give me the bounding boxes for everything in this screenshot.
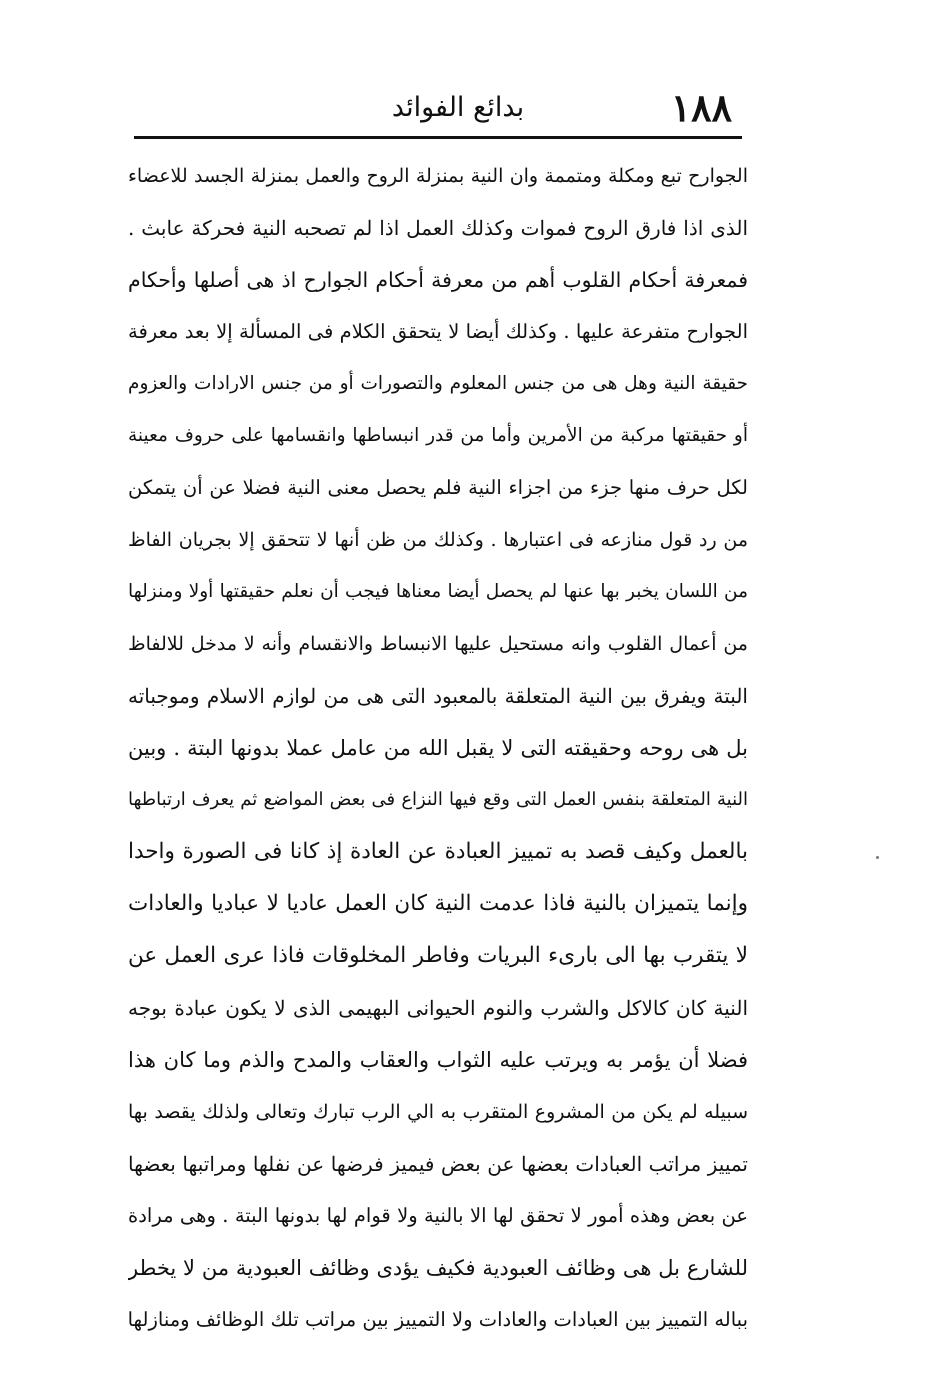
text-line: النية كان كالاكل والشرب والنوم الحيوانى البهيمى الذى لا يكون عبادة بوجه <box>128 996 748 1020</box>
header-rule <box>134 136 742 139</box>
text-line: الذى اذا فارق الروح فموات وكذلك العمل اذا لم تصحبه النية فحركة عابث . <box>128 216 748 240</box>
text-line: بالعمل وكيف قصد به تمييز العبادة عن العادة إذ كانا فى الصورة واحدا <box>128 839 748 864</box>
text-line: لكل حرف منها جزء من اجزاء النية فلم يحصل معنى النية فضلا عن أن يتمكن <box>128 476 748 499</box>
text-line: الجوارح متفرعة عليها . وكذلك أيضا لا يتحقق الكلام فى المسألة إلا بعد معرفة <box>128 320 748 343</box>
running-title: بدائع الفوائد <box>391 92 525 123</box>
text-line: الجوارح تبع ومكلة ومتممة وان النية بمنزلة الروح والعمل بمنزلة الجسد للاعضاء <box>128 165 748 187</box>
scan-speck <box>876 856 879 859</box>
text-line: من اللسان يخبر بها عنها لم يحصل أيضا معناها فيجب أن نعلم حقيقتها أولا ومنزلها <box>128 581 748 602</box>
text-line: من أعمال القلوب وانه مستحيل عليها الانبساط والانقسام وأنه لا مدخل للالفاظ <box>128 633 748 655</box>
text-line: من رد قول منازعه فى اعتبارها . وكذلك من ظن أنها لا تتحقق إلا بجريان الفاظ <box>128 529 748 551</box>
text-line: بباله التمييز بين العبادات والعادات ولا التمييز بين مراتب تلك الوظائف ومنازلها <box>128 1308 748 1331</box>
page-number: ١٨٨ <box>670 85 732 130</box>
body-text <box>128 150 748 1346</box>
text-line: حقيقة النية وهل هى من جنس المعلوم والتصورات أو من جنس الارادات والعزوم <box>128 373 748 394</box>
text-line: تمييز مراتب العبادات بعضها عن بعض فيميز فرضها عن نفلها ومراتبها بعضها <box>128 1152 748 1176</box>
text-line: فضلا أن يؤمر به ويرتب عليه الثواب والعقاب والمدح والذم وما كان هذا <box>128 1048 748 1072</box>
text-line: للشارع بل هى وظائف العبودية فكيف يؤدى وظائف العبودية من لا يخطر <box>128 1256 748 1280</box>
text-line: بل هى روحه وحقيقته التى لا يقبل الله من عامل عملا بدونها البتة . وبين <box>128 736 748 760</box>
text-line: عن بعض وهذه أمور لا تحقق لها الا بالنية ولا قوام لها بدونها البتة . وهى مرادة <box>128 1204 748 1227</box>
text-line: البتة ويفرق بين النية المتعلقة بالمعبود التى هى من لوازم الاسلام وموجباته <box>128 684 748 708</box>
text-line: أو حقيقتها مركبة من الأمرين وأما من قدر انبساطها وانقسامها على حروف معينة <box>128 425 748 446</box>
page-header <box>138 84 738 132</box>
text-line: لا يتقرب بها الى بارىء البريات وفاطر المخلوقات فاذا عرى العمل عن <box>128 943 748 968</box>
text-line: فمعرفة أحكام القلوب أهم من معرفة أحكام الجوارح اذ هى أصلها وأحكام <box>128 268 748 292</box>
text-line: وإنما يتميزان بالنية فاذا عدمت النية كان العمل عاديا لا عباديا والعادات <box>128 891 748 916</box>
text-line: سبيله لم يكن من المشروع المتقرب به الي الرب تبارك وتعالى ولذلك يقصد بها <box>128 1101 748 1123</box>
text-line: النية المتعلقة بنفس العمل التى وقع فيها النزاع فى بعض المواضع ثم يعرف ارتباطها <box>128 789 748 810</box>
